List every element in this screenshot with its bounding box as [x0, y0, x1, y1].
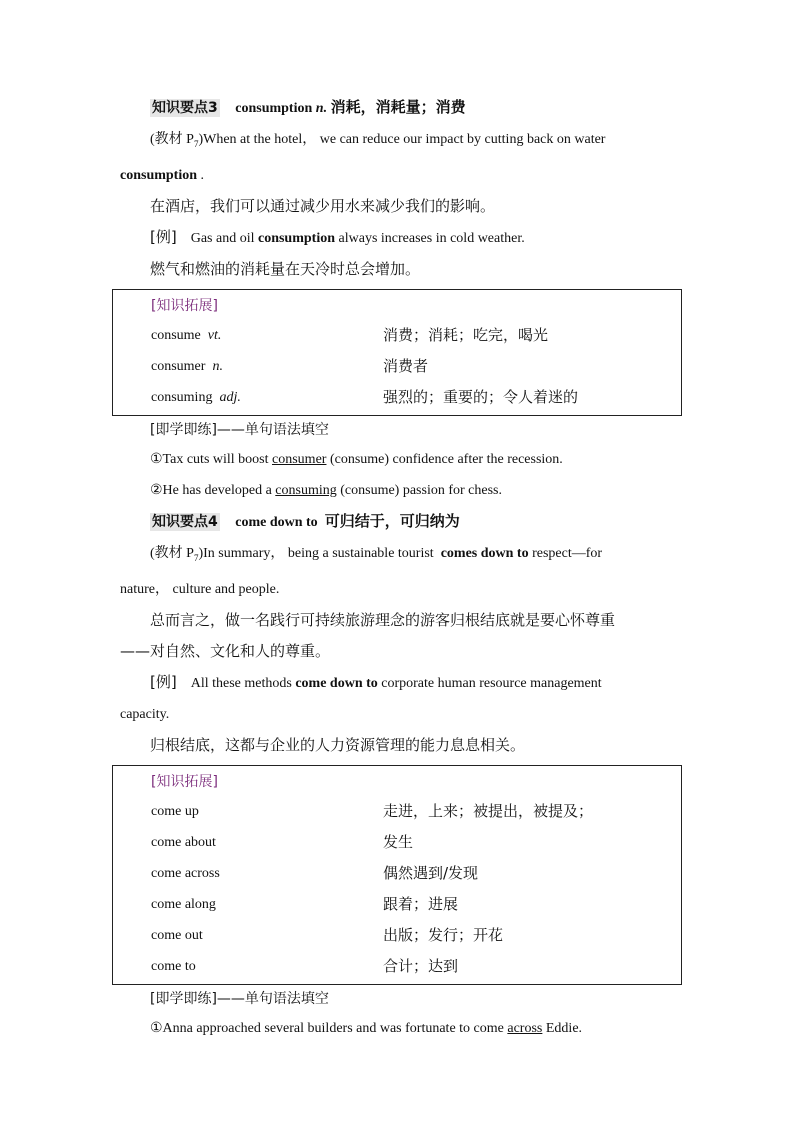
- kp3-textbook: [120, 124, 676, 160]
- kp4-textbook-cont: nature， culture and people.: [120, 581, 280, 597]
- table-row: [113, 951, 681, 982]
- kp3-heading: [120, 92, 676, 124]
- kp3-tag: 知识要点3: [152, 100, 218, 116]
- kp3-drill-title: [即学即练]——单句语法填空: [150, 421, 329, 438]
- box-title: [知识拓展]: [151, 773, 218, 790]
- kp4-textbook: [120, 538, 676, 574]
- row-word: come out: [151, 927, 203, 943]
- row-pos: adj.: [219, 389, 241, 405]
- row-word: consuming: [151, 389, 213, 405]
- kp4-drill-1: [120, 1013, 676, 1044]
- row-pos: n.: [212, 358, 223, 374]
- example-bold: come down to: [295, 675, 378, 691]
- row-meaning: 偶然遇到/发现: [383, 863, 479, 882]
- kp4-drill-title: [即学即练]——单句语法填空: [150, 990, 329, 1007]
- kp4-example-cn: 归根结底，这都与企业的人力资源管理的能力息息相关。: [150, 735, 526, 754]
- drill-pre: ①Tax cuts will boost: [150, 451, 269, 467]
- table-row: [113, 796, 681, 827]
- row-word: come up: [151, 803, 199, 819]
- row-word: come about: [151, 834, 216, 850]
- example-post: corporate human resource management: [381, 675, 602, 691]
- row-meaning: 出版；发行；开花: [383, 925, 504, 944]
- kp3-extension-box: [112, 289, 682, 416]
- textbook-bold: consumption: [120, 167, 198, 183]
- table-row: [113, 858, 681, 889]
- table-row: [113, 920, 681, 951]
- textbook-page: 7: [193, 138, 199, 149]
- row-meaning: 强烈的；重要的；令人着迷的: [383, 387, 579, 406]
- kp4-heading: [120, 506, 676, 538]
- row-meaning: 消费；消耗；吃完，喝光: [383, 325, 549, 344]
- kp4-example-cont: capacity.: [120, 706, 170, 722]
- example-bold: consumption: [257, 230, 336, 246]
- textbook-text: )When at the hotel， we can reduce our impact by cutting back on water: [198, 132, 606, 147]
- example-tag: [例]: [150, 672, 177, 691]
- drill-post: (consume) confidence after the recession.: [329, 451, 563, 467]
- kp4-phrase: come down to: [235, 514, 318, 530]
- kp4-textbook-cn-2: ——对自然、文化和人的尊重。: [120, 641, 331, 660]
- kp3-drill-1: [120, 444, 676, 475]
- kp3-example: [120, 222, 676, 254]
- table-row: [113, 320, 681, 351]
- textbook-bold: comes down to: [440, 545, 529, 561]
- row-pos: vt.: [207, 327, 222, 343]
- drill-answer: consuming: [275, 482, 337, 498]
- row-meaning: 跟着；进展: [383, 894, 459, 913]
- textbook-text: )In summary， being a sustainable tourist: [198, 545, 434, 561]
- kp4-extension-box: [112, 765, 682, 985]
- drill-answer: across: [507, 1020, 543, 1036]
- kp4-tag: 知识要点4: [152, 513, 218, 530]
- drill-pre: ②He has developed a: [150, 482, 272, 498]
- drill-post: Eddie.: [545, 1020, 583, 1036]
- kp3-example-cn: 燃气和燃油的消耗量在天冷时总会增加。: [150, 259, 421, 278]
- row-meaning: 消费者: [383, 356, 429, 375]
- example-pre: All these methods: [190, 675, 292, 691]
- row-word: come across: [151, 865, 220, 881]
- textbook-prefix: (教材 P: [150, 545, 194, 561]
- drill-answer: consumer: [272, 451, 327, 467]
- table-row: [113, 351, 681, 382]
- row-word: come to: [151, 958, 196, 974]
- kp4-meaning: 可归结于，可归纳为: [324, 511, 460, 530]
- row-word: consumer: [151, 358, 206, 374]
- textbook-end: .: [200, 167, 205, 183]
- textbook-tail: respect—for: [532, 545, 603, 561]
- row-meaning: 发生: [383, 832, 414, 851]
- row-word: come along: [151, 896, 216, 912]
- kp3-textbook-cont: [120, 160, 676, 191]
- row-word: consume: [151, 327, 201, 343]
- kp4-example: [120, 667, 676, 699]
- example-post: always increases in cold weather.: [338, 230, 525, 246]
- row-meaning: 走进，上来；被提出，被提及；: [383, 801, 594, 820]
- document-page: [120, 92, 676, 1044]
- row-meaning: 合计；达到: [383, 956, 459, 975]
- kp3-word: consumption: [235, 101, 313, 116]
- table-row: [113, 827, 681, 858]
- textbook-prefix: (教材 P: [150, 132, 194, 147]
- example-tag: [例]: [150, 227, 177, 246]
- textbook-page: 7: [193, 552, 199, 563]
- table-row: [113, 382, 681, 413]
- kp4-textbook-cn-1: 总而言之，做一名践行可持续旅游理念的游客归根结底就是要心怀尊重: [150, 610, 616, 629]
- kp3-drill-2: [120, 475, 676, 506]
- drill-pre: ①Anna approached several builders and was fortunate to come: [150, 1020, 504, 1036]
- table-row: [113, 889, 681, 920]
- kp3-textbook-cn: 在酒店，我们可以通过减少用水来减少我们的影响。: [150, 196, 496, 215]
- kp3-pos: n.: [315, 101, 328, 116]
- drill-post: (consume) passion for chess.: [340, 482, 502, 498]
- box-title: [知识拓展]: [151, 297, 218, 314]
- example-pre: Gas and oil: [190, 230, 255, 246]
- kp3-meaning: 消耗，消耗量；消费: [330, 98, 466, 116]
